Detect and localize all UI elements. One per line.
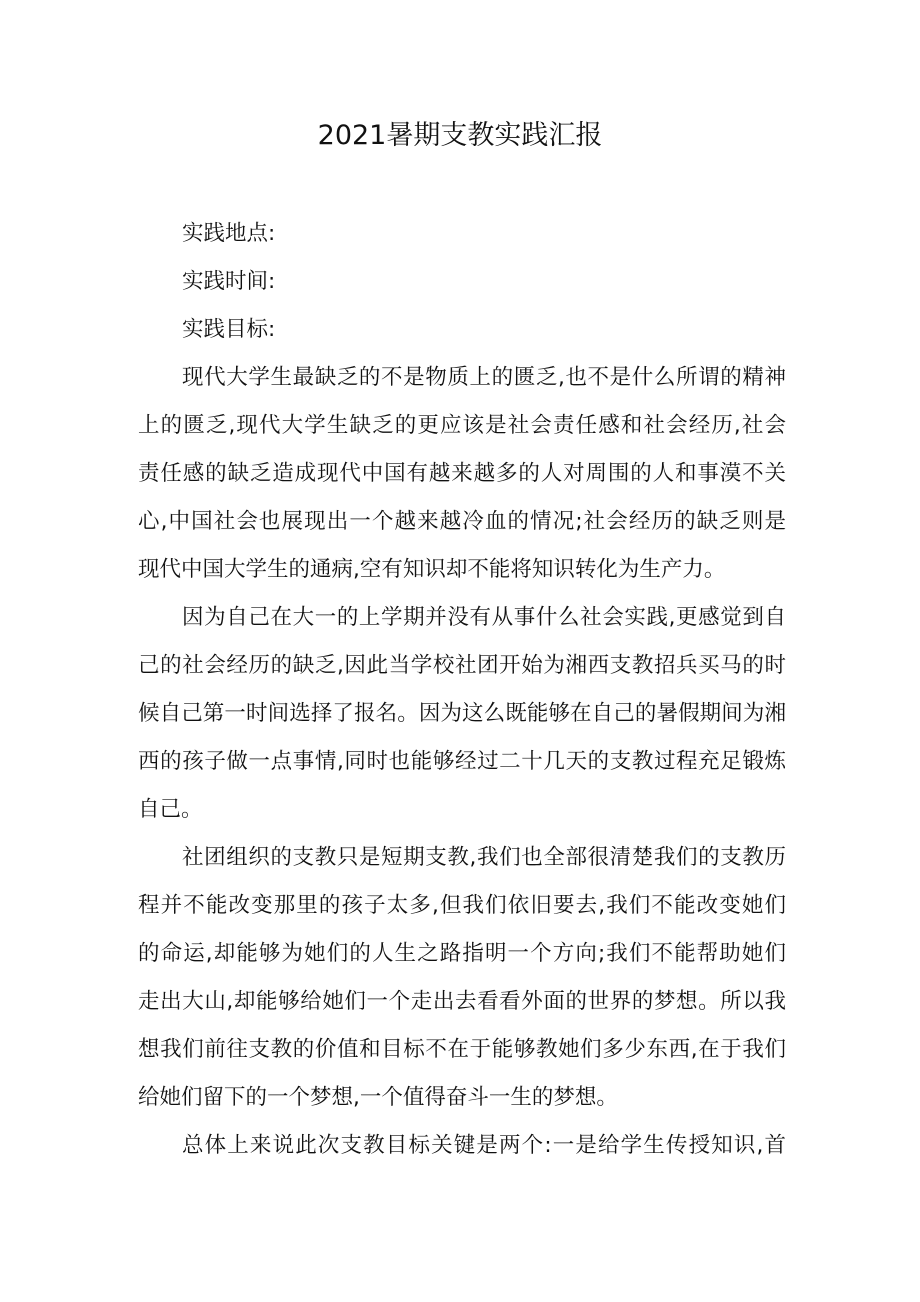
paragraph xyxy=(138,594,786,834)
text-line: 候自己第一时间选择了报名。因为这么既能够在自己的暑假期间为湘 xyxy=(138,701,786,726)
paragraph xyxy=(138,834,786,1122)
text-line: 程并不能改变那里的孩子太多,但我们依旧要去,我们不能改变她们 xyxy=(138,893,786,918)
text-line: 责任感的缺乏造成现代中国有越来越多的人对周围的人和事漠不关 xyxy=(138,461,786,486)
text-line: 上的匮乏,现代大学生缺乏的更应该是社会责任感和社会经历,社会 xyxy=(138,413,786,438)
text-line: 走出大山,却能够给她们一个走出去看看外面的世界的梦想。所以我 xyxy=(138,989,786,1014)
text-line: 因为自己在大一的上学期并没有从事什么社会实践,更感觉到自 xyxy=(182,605,786,630)
field-time: 实践时间: xyxy=(182,269,276,294)
text-line: 想我们前往支教的价值和目标不在于能够教她们多少东西,在于我们 xyxy=(138,1037,786,1062)
field-location: 实践地点: xyxy=(182,221,276,246)
text-line: 总体上来说此次支教目标关键是两个:一是给学生传授知识,首 xyxy=(182,1133,786,1158)
text-line: 西的孩子做一点事情,同时也能够经过二十几天的支教过程充足锻炼 xyxy=(138,749,786,774)
text-line: 心,中国社会也展现出一个越来越冷血的情况;社会经历的缺乏则是 xyxy=(138,509,786,534)
text-line: 现代大学生最缺乏的不是物质上的匮乏,也不是什么所谓的精神 xyxy=(182,365,786,390)
paragraph xyxy=(138,1122,786,1170)
field-goal: 实践目标: xyxy=(182,317,276,342)
document-title: 2021暑期支教实践汇报 xyxy=(317,120,603,151)
text-line: 己的社会经历的缺乏,因此当学校社团开始为湘西支教招兵买马的时 xyxy=(138,653,786,678)
text-line: 的命运,却能够为她们的人生之路指明一个方向;我们不能帮助她们 xyxy=(138,941,786,966)
text-line: 现代中国大学生的通病,空有知识却不能将知识转化为生产力。 xyxy=(138,557,726,582)
text-line: 给她们留下的一个梦想,一个值得奋斗一生的梦想。 xyxy=(138,1085,618,1110)
document-body xyxy=(138,210,786,1170)
paragraph xyxy=(138,354,786,594)
text-line: 自己。 xyxy=(138,797,203,822)
text-line: 社团组织的支教只是短期支教,我们也全部很清楚我们的支教历 xyxy=(182,845,786,870)
